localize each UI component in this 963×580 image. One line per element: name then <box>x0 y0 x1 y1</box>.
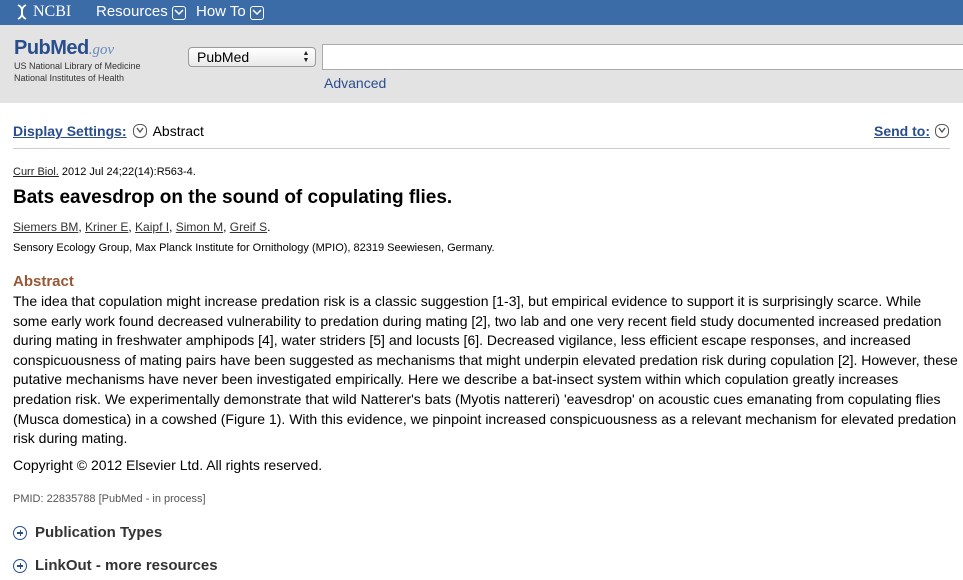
abstract-text: The idea that copulation might increase predation risk is a classic suggestion [1-3], but empirical evidence to support it is surprisingly scarce. While some early work found decreased vulnerability to predation during mating [2], two lab and one very recent field study documented increased predation during mating in freshwater amphipods [4], water striders [5] and locusts [6]. Decreased vigilance, less efficient escape responses, and increased conspicuousness of mating pairs have been suggested as mechanisms that might underpin elevated predation risk during copulation [2]. However, these putative mechanisms have never been investigated empirically. Here we describe a bat-insect system within which copulation greatly increases predation risk. We experimentally demonstrate that wild Natterer's bats (Myotis nattereri) 'eavesdrop' on acoustic cues emanating from copulating flies (Musca domestica) in a cowshed (Figure 1). With this evidence, we pinpoint increased conspicuousness as a relevant mechanism for elevated predation risk during mating. <box>13 293 958 447</box>
resources-menu[interactable] <box>96 3 186 20</box>
chevron-down-icon <box>172 6 186 20</box>
journal-link[interactable]: Curr Biol. <box>13 166 59 178</box>
ncbi-brand: NCBI <box>33 3 72 20</box>
ncbi-home-link[interactable] <box>15 3 71 21</box>
logo-subtitle-nih: National Institutes of Health <box>14 73 125 83</box>
how-to-menu[interactable] <box>196 3 264 20</box>
citation-details: 2012 Jul 24;22(14):R563-4. <box>58 166 196 178</box>
author-link[interactable]: Kriner E <box>85 220 129 234</box>
author-link[interactable]: Siemers BM <box>13 220 79 234</box>
chevron-down-icon <box>250 6 264 20</box>
display-settings-link[interactable]: Display Settings: <box>13 123 127 139</box>
expand-plus-icon <box>13 559 27 573</box>
chevron-down-icon[interactable] <box>935 124 949 138</box>
ncbi-top-bar <box>0 0 963 25</box>
linkout-toggle[interactable] <box>13 557 218 574</box>
display-format: Abstract <box>152 123 204 139</box>
citation <box>13 166 196 178</box>
ncbi-helix-icon <box>15 4 29 20</box>
send-to-link[interactable]: Send to: <box>874 123 930 139</box>
database-select[interactable] <box>188 47 316 67</box>
author-link[interactable]: Greif S <box>229 220 268 234</box>
logo-subtitle-nlm: US National Library of Medicine <box>14 61 141 71</box>
abstract-heading: Abstract <box>13 273 74 290</box>
divider <box>13 148 950 149</box>
pmid: PMID: 22835788 [PubMed - in process] <box>13 493 206 505</box>
advanced-search-link[interactable]: Advanced <box>324 75 387 91</box>
database-select-value: PubMed <box>197 49 250 65</box>
author-list: Siemers BM, Kriner E, Kaipf I, Simon M, Greif S. <box>13 220 271 234</box>
how-to-menu-label: How To <box>196 3 246 20</box>
pubmed-logo[interactable] <box>14 37 141 84</box>
logo-wordmark: PubMed <box>14 37 89 59</box>
author-link[interactable]: Kaipf I <box>135 220 170 234</box>
section-label: LinkOut - more resources <box>35 557 218 574</box>
article-title: Bats eavesdrop on the sound of copulating flies. <box>13 187 453 208</box>
logo-gov: .gov <box>88 42 115 58</box>
affiliation: Sensory Ecology Group, Max Planck Institute for Ornithology (MPIO), 82319 Seewiesen, Germany. <box>13 242 495 254</box>
chevron-down-icon[interactable] <box>133 124 147 138</box>
select-arrows-icon: ▲ ▼ <box>302 50 310 64</box>
search-input[interactable] <box>322 44 963 70</box>
author-link[interactable]: Simon M <box>175 220 224 234</box>
copyright: Copyright © 2012 Elsevier Ltd. All rights reserved. <box>13 457 323 473</box>
search-band <box>0 25 963 103</box>
publication-types-toggle[interactable] <box>13 524 162 541</box>
section-label: Publication Types <box>35 524 163 541</box>
resources-menu-label: Resources <box>96 3 168 20</box>
send-to[interactable] <box>874 123 949 139</box>
display-settings <box>13 123 204 139</box>
expand-plus-icon <box>13 526 27 540</box>
